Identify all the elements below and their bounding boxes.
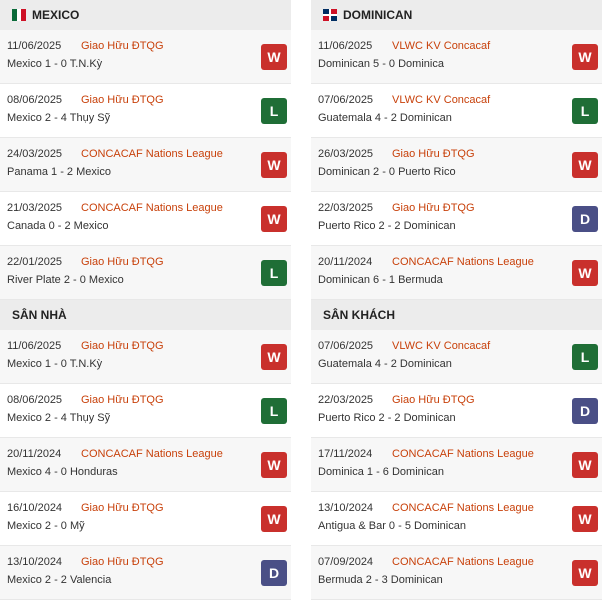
- match-score: Bermuda 2 - 3 Dominican: [318, 574, 443, 586]
- match-score: Dominican 2 - 0 Puerto Rico: [318, 166, 456, 178]
- competition-name: Giao Hữu ĐTQG: [392, 394, 475, 406]
- match-score: Canada 0 - 2 Mexico: [7, 220, 109, 232]
- result-badge: W: [572, 44, 598, 70]
- match-date: 22/03/2025: [318, 394, 374, 406]
- result-badge: W: [572, 260, 598, 286]
- match-row[interactable]: [311, 30, 602, 84]
- match-score: Dominica 1 - 6 Dominican: [318, 466, 444, 478]
- match-row[interactable]: [311, 384, 602, 438]
- match-score: Mexico 4 - 0 Honduras: [7, 466, 118, 478]
- match-date: 22/03/2025: [318, 202, 374, 214]
- match-score: Mexico 1 - 0 T.N.Kỳ: [7, 358, 103, 370]
- match-row[interactable]: [311, 330, 602, 384]
- match-score: Mexico 2 - 0 Mỹ: [7, 520, 85, 532]
- match-row[interactable]: [311, 438, 602, 492]
- competition-name: VLWC KV Concacaf: [392, 40, 491, 52]
- match-score: Mexico 2 - 4 Thụy Sỹ: [7, 112, 111, 124]
- match-list: [0, 30, 291, 300]
- match-row[interactable]: [0, 246, 291, 300]
- result-badge: D: [572, 398, 598, 424]
- competition-name: CONCACAF Nations League: [392, 256, 534, 268]
- match-score: Guatemala 4 - 2 Dominican: [318, 358, 452, 370]
- match-date: 11/06/2025: [7, 40, 62, 52]
- competition-name: Giao Hữu ĐTQG: [81, 394, 164, 406]
- result-badge: W: [261, 206, 287, 232]
- result-badge: W: [572, 560, 598, 586]
- match-row[interactable]: [0, 384, 291, 438]
- match-row[interactable]: [0, 492, 291, 546]
- section-header-mexico: [0, 0, 291, 30]
- match-date: 07/06/2025: [318, 340, 374, 352]
- section-header-away: [311, 300, 602, 330]
- match-list: [311, 330, 602, 600]
- match-score: Puerto Rico 2 - 2 Dominican: [318, 220, 456, 232]
- section-mexico: [0, 0, 291, 300]
- result-badge: W: [261, 44, 287, 70]
- competition-name: Giao Hữu ĐTQG: [392, 148, 475, 160]
- match-row[interactable]: [311, 84, 602, 138]
- result-badge: L: [572, 98, 598, 124]
- section-header-dominican: [311, 0, 602, 30]
- match-date: 08/06/2025: [7, 394, 63, 406]
- match-date: 20/11/2024: [318, 256, 373, 268]
- match-score: Mexico 2 - 2 Valencia: [7, 574, 112, 586]
- match-date: 26/03/2025: [318, 148, 374, 160]
- match-date: 11/06/2025: [318, 40, 373, 52]
- match-row[interactable]: [311, 546, 602, 600]
- competition-name: Giao Hữu ĐTQG: [81, 40, 164, 52]
- match-row[interactable]: [0, 330, 291, 384]
- result-badge: W: [572, 452, 598, 478]
- match-date: 16/10/2024: [7, 502, 63, 514]
- result-badge: D: [572, 206, 598, 232]
- competition-name: Giao Hữu ĐTQG: [81, 256, 164, 268]
- left-column: [0, 0, 291, 600]
- result-badge: W: [261, 152, 287, 178]
- right-column: [311, 0, 602, 600]
- competition-name: CONCACAF Nations League: [81, 202, 223, 214]
- result-badge: W: [572, 506, 598, 532]
- section-title: DOMINICAN: [343, 8, 413, 22]
- result-badge: D: [261, 560, 287, 586]
- match-score: Puerto Rico 2 - 2 Dominican: [318, 412, 456, 424]
- match-score: Dominican 5 - 0 Dominica: [318, 58, 444, 70]
- competition-name: Giao Hữu ĐTQG: [81, 556, 164, 568]
- competition-name: CONCACAF Nations League: [392, 502, 534, 514]
- match-date: 20/11/2024: [7, 448, 62, 460]
- match-row[interactable]: [0, 438, 291, 492]
- match-date: 13/10/2024: [318, 502, 374, 514]
- match-row[interactable]: [0, 138, 291, 192]
- competition-name: Giao Hữu ĐTQG: [81, 94, 164, 106]
- match-score: Panama 1 - 2 Mexico: [7, 166, 111, 178]
- match-date: 22/01/2025: [7, 256, 63, 268]
- result-badge: W: [261, 344, 287, 370]
- result-badge: L: [261, 398, 287, 424]
- competition-name: VLWC KV Concacaf: [392, 94, 491, 106]
- result-badge: W: [572, 152, 598, 178]
- competition-name: CONCACAF Nations League: [392, 448, 534, 460]
- section-away: [311, 300, 602, 600]
- match-date: 24/03/2025: [7, 148, 63, 160]
- section-title: SÂN NHÀ: [12, 308, 67, 322]
- competition-name: CONCACAF Nations League: [392, 556, 534, 568]
- match-date: 21/03/2025: [7, 202, 63, 214]
- match-row[interactable]: [0, 30, 291, 84]
- dominican-flag-icon: [323, 9, 337, 21]
- match-score: Mexico 1 - 0 T.N.Kỳ: [7, 58, 103, 70]
- match-date: 07/06/2025: [318, 94, 374, 106]
- match-list: [0, 330, 291, 600]
- match-row[interactable]: [311, 138, 602, 192]
- match-score: River Plate 2 - 0 Mexico: [7, 274, 124, 286]
- competition-name: VLWC KV Concacaf: [392, 340, 491, 352]
- match-score: Guatemala 4 - 2 Dominican: [318, 112, 452, 124]
- match-date: 07/09/2024: [318, 556, 374, 568]
- match-row[interactable]: [311, 492, 602, 546]
- result-badge: L: [572, 344, 598, 370]
- competition-name: CONCACAF Nations League: [81, 148, 223, 160]
- competition-name: Giao Hữu ĐTQG: [81, 502, 164, 514]
- section-home: [0, 300, 291, 600]
- section-title: MEXICO: [32, 8, 80, 22]
- match-score: Mexico 2 - 4 Thụy Sỹ: [7, 412, 111, 424]
- match-date: 17/11/2024: [318, 448, 373, 460]
- match-date: 11/06/2025: [7, 340, 62, 352]
- competition-name: Giao Hữu ĐTQG: [392, 202, 475, 214]
- match-row[interactable]: [0, 84, 291, 138]
- result-badge: L: [261, 260, 287, 286]
- match-score: Antigua & Bar 0 - 5 Dominican: [318, 520, 466, 532]
- match-row[interactable]: [0, 192, 291, 246]
- match-list: [311, 30, 602, 300]
- match-score: Dominican 6 - 1 Bermuda: [318, 274, 443, 286]
- match-date: 13/10/2024: [7, 556, 63, 568]
- result-badge: W: [261, 506, 287, 532]
- result-badge: L: [261, 98, 287, 124]
- competition-name: Giao Hữu ĐTQG: [81, 340, 164, 352]
- match-row[interactable]: [0, 546, 291, 600]
- match-row[interactable]: [311, 246, 602, 300]
- result-badge: W: [261, 452, 287, 478]
- competition-name: CONCACAF Nations League: [81, 448, 223, 460]
- match-date: 08/06/2025: [7, 94, 63, 106]
- mexico-flag-icon: [12, 9, 26, 21]
- section-title: SÂN KHÁCH: [323, 308, 395, 322]
- section-dominican: [311, 0, 602, 300]
- match-row[interactable]: [311, 192, 602, 246]
- section-header-home: [0, 300, 291, 330]
